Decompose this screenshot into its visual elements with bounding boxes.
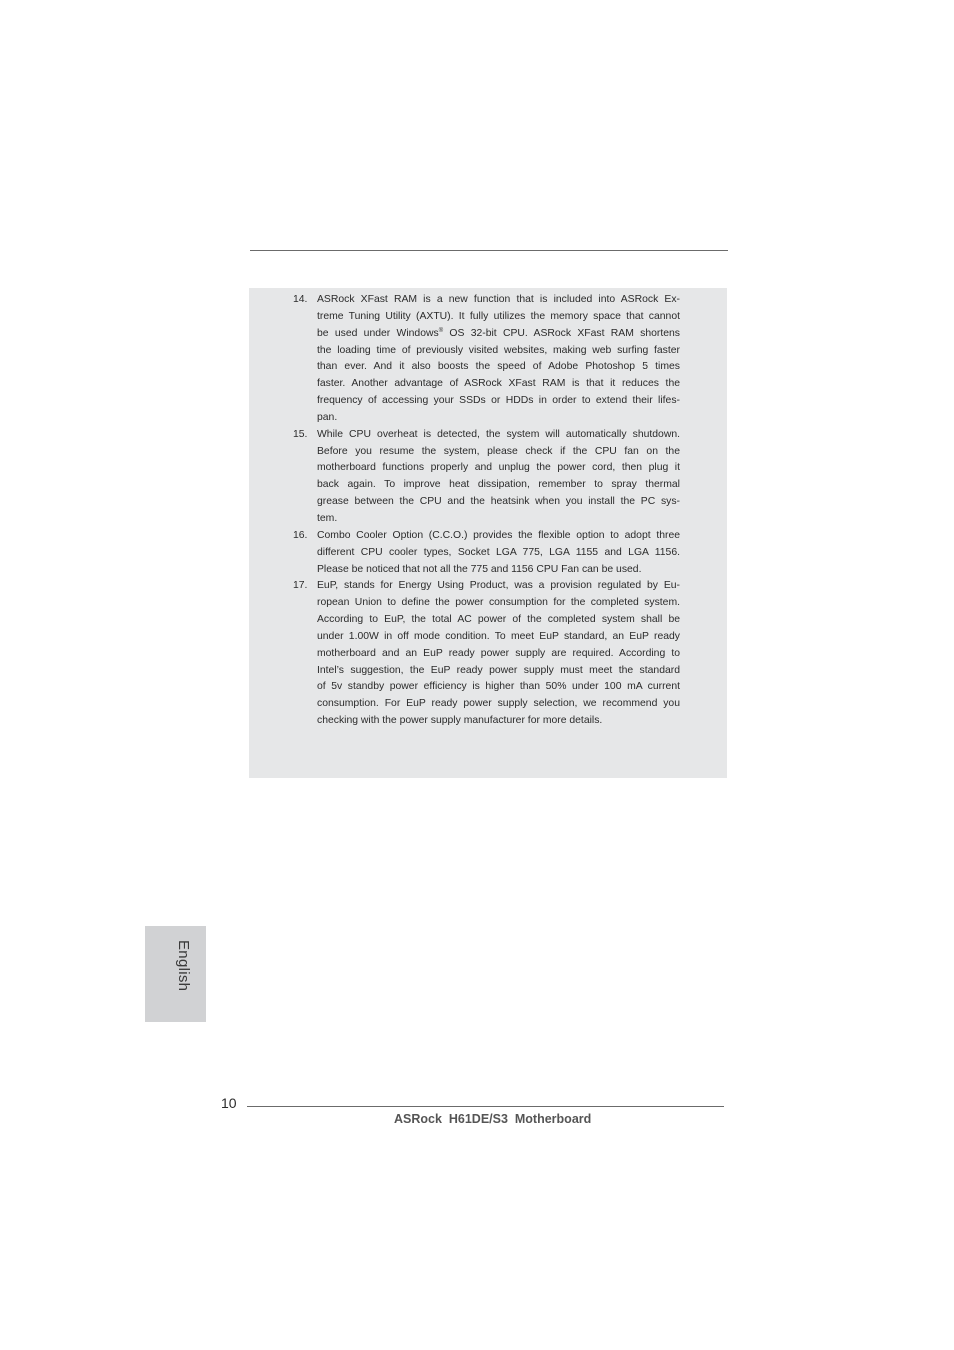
note-line: pan.: [317, 411, 338, 423]
language-tab-label: English: [175, 940, 192, 992]
note-line: motherboard and an EuP ready power supply are required. According to: [317, 647, 680, 659]
note-line: Intel’s suggestion, the EuP ready power supply must meet the standard: [317, 664, 680, 676]
note-number: 15.: [293, 428, 308, 440]
note-line: than ever. And it also boosts the speed of Adobe Photoshop 5 times: [317, 361, 680, 373]
note-line: While CPU overheat is detected, the system will automatically shutdown.: [317, 428, 680, 440]
note-line: tem.: [317, 512, 338, 524]
note-line: under 1.00W in off mode condition. To meet EuP standard, an EuP ready: [317, 630, 680, 642]
note-line: ropean Union to define the power consumption for the completed system.: [317, 597, 680, 609]
note-number: 16.: [293, 529, 308, 541]
note-line: different CPU cooler types, Socket LGA 775, LGA 1155 and LGA 1156.: [317, 546, 680, 558]
note-number: 14.: [293, 294, 308, 305]
top-divider: [250, 250, 728, 251]
note-line: [317, 326, 680, 343]
note-line: ASRock XFast RAM is a new function that is included into ASRock Ex-: [317, 294, 680, 305]
note-line: of 5v standby power efficiency is higher than 50% under 100 mA current: [317, 681, 680, 693]
footer-divider: [247, 1106, 724, 1107]
note-line: Before you resume the system, please check if the CPU fan on the: [317, 445, 680, 457]
page-number: 10: [221, 1095, 237, 1111]
note-line-text: be used under Windows: [317, 327, 439, 339]
note-line: frequency of accessing your SSDs or HDDs in order to extend their lifes-: [317, 395, 680, 407]
note-line-text: OS 32-bit CPU. ASRock XFast RAM shortens: [443, 327, 680, 339]
note-line: checking with the power supply manufacturer for more details.: [317, 715, 603, 727]
note-number: 17.: [293, 580, 308, 592]
note-line: EuP, stands for Energy Using Product, was a provision regulated by Eu-: [317, 580, 680, 592]
note-line: motherboard functions properly and unplug the power cord, then plug it: [317, 462, 680, 474]
language-tab: [145, 926, 206, 1022]
notes-list: [249, 292, 727, 730]
note-item: [249, 528, 727, 579]
note-item: [249, 292, 727, 427]
note-line: Please be noticed that not all the 775 and 1156 CPU Fan can be used.: [317, 563, 642, 575]
note-line: Combo Cooler Option (C.C.O.) provides the flexible option to adopt three: [317, 529, 680, 541]
note-line: According to EuP, the total AC power of the completed system shall be: [317, 614, 680, 626]
note-line: faster. Another advantage of ASRock XFast RAM is that it reduces the: [317, 378, 680, 390]
note-line: treme Tuning Utility (AXTU). It fully utilizes the memory space that cannot: [317, 310, 680, 322]
note-item: [249, 578, 727, 730]
registered-mark: ®: [438, 327, 444, 334]
note-line: the loading time of previously visited websites, making web surfing faster: [317, 344, 680, 356]
note-item: [249, 427, 727, 528]
note-line: grease between the CPU and the heatsink when you install the PC sys-: [317, 496, 680, 508]
note-line: back again. To improve heat dissipation, remember to spray thermal: [317, 479, 680, 491]
note-line: consumption. For EuP ready power supply selection, we recommend you: [317, 698, 680, 710]
notes-panel: [249, 288, 727, 778]
footer-title: ASRock H61DE/S3 Motherboard: [394, 1112, 592, 1126]
